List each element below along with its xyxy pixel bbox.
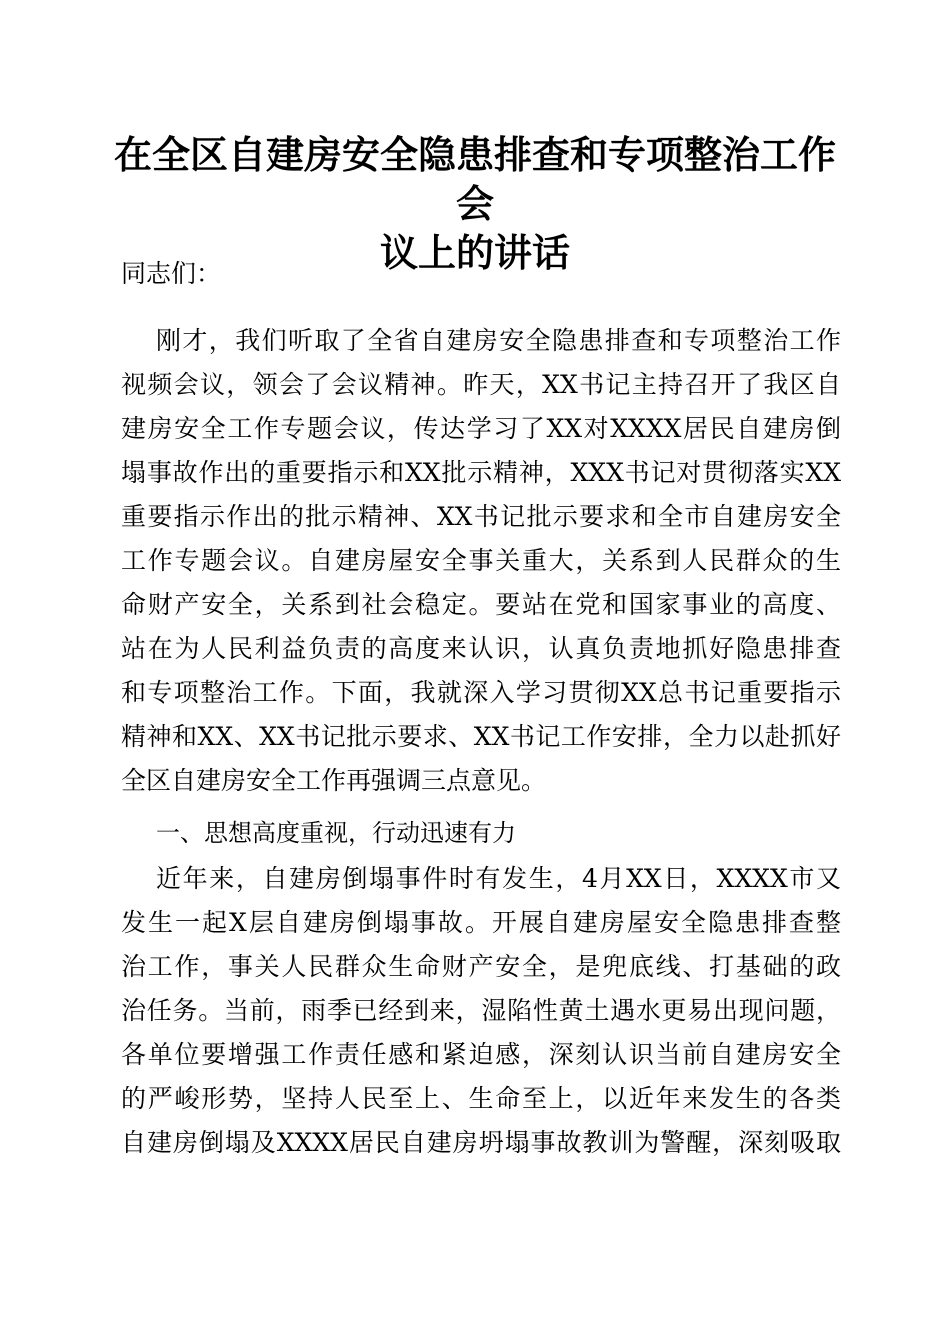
paragraph-1-line: 工作专题会议。自建房屋安全事关重大，关系到人民群众的生 [121, 546, 841, 575]
paragraph-1-line: 精神和XX、XX书记批示要求、XX书记工作安排，全力以赴抓好 [121, 722, 841, 751]
title-line-1: 在全区自建房安全隐患排查和专项整治工作会 [113, 132, 836, 226]
paragraph-1-line: 重要指示作出的批示精神、XX书记批示要求和全市自建房安全 [121, 502, 841, 531]
paragraph-2-line: 发生一起X层自建房倒塌事故。开展自建房屋安全隐患排查整 [121, 908, 841, 937]
paragraph-2-line: 治任务。当前，雨季已经到来，湿陷性黄土遇水更易出现问题， [121, 996, 841, 1025]
paragraph-2-line: 近年来，自建房倒塌事件时有发生，4月XX日，XXXX市又 [156, 864, 841, 893]
paragraph-2-line: 治工作，事关人民群众生命财产安全，是兜底线、打基础的政 [121, 952, 841, 981]
paragraph-1-line: 塌事故作出的重要指示和XX批示精神，XXX书记对贯彻落实XX [121, 458, 841, 487]
paragraph-2-line: 的严峻形势，坚持人民至上、生命至上，以近年来发生的各类 [121, 1084, 841, 1113]
section-heading-1: 一、思想高度重视，行动迅速有力 [156, 819, 516, 847]
paragraph-1-line: 刚才，我们听取了全省自建房安全隐患排查和专项整治工作 [156, 326, 841, 355]
paragraph-1-line: 全区自建房安全工作再强调三点意见。 [121, 766, 547, 795]
paragraph-1-line: 命财产安全，关系到社会稳定。要站在党和国家事业的高度、 [121, 590, 841, 619]
title-line-2: 议上的讲话 [379, 230, 570, 275]
paragraph-2-line: 自建房倒塌及XXXX居民自建房坍塌事故教训为警醒，深刻吸取 [121, 1128, 841, 1157]
paragraph-1-line: 站在为人民利益负责的高度来认识，认真负责地抓好隐患排查 [121, 634, 841, 663]
salutation: 同志们： [121, 259, 222, 288]
paragraph-1-line: 和专项整治工作。下面，我就深入学习贯彻XX总书记重要指示 [121, 678, 841, 707]
paragraph-1-line: 建房安全工作专题会议，传达学习了XX对XXXX居民自建房倒 [121, 414, 841, 443]
paragraph-1-line: 视频会议，领会了会议精神。昨天，XX书记主持召开了我区自 [121, 370, 841, 399]
paragraph-2-line: 各单位要增强工作责任感和紧迫感，深刻认识当前自建房安全 [121, 1040, 841, 1069]
